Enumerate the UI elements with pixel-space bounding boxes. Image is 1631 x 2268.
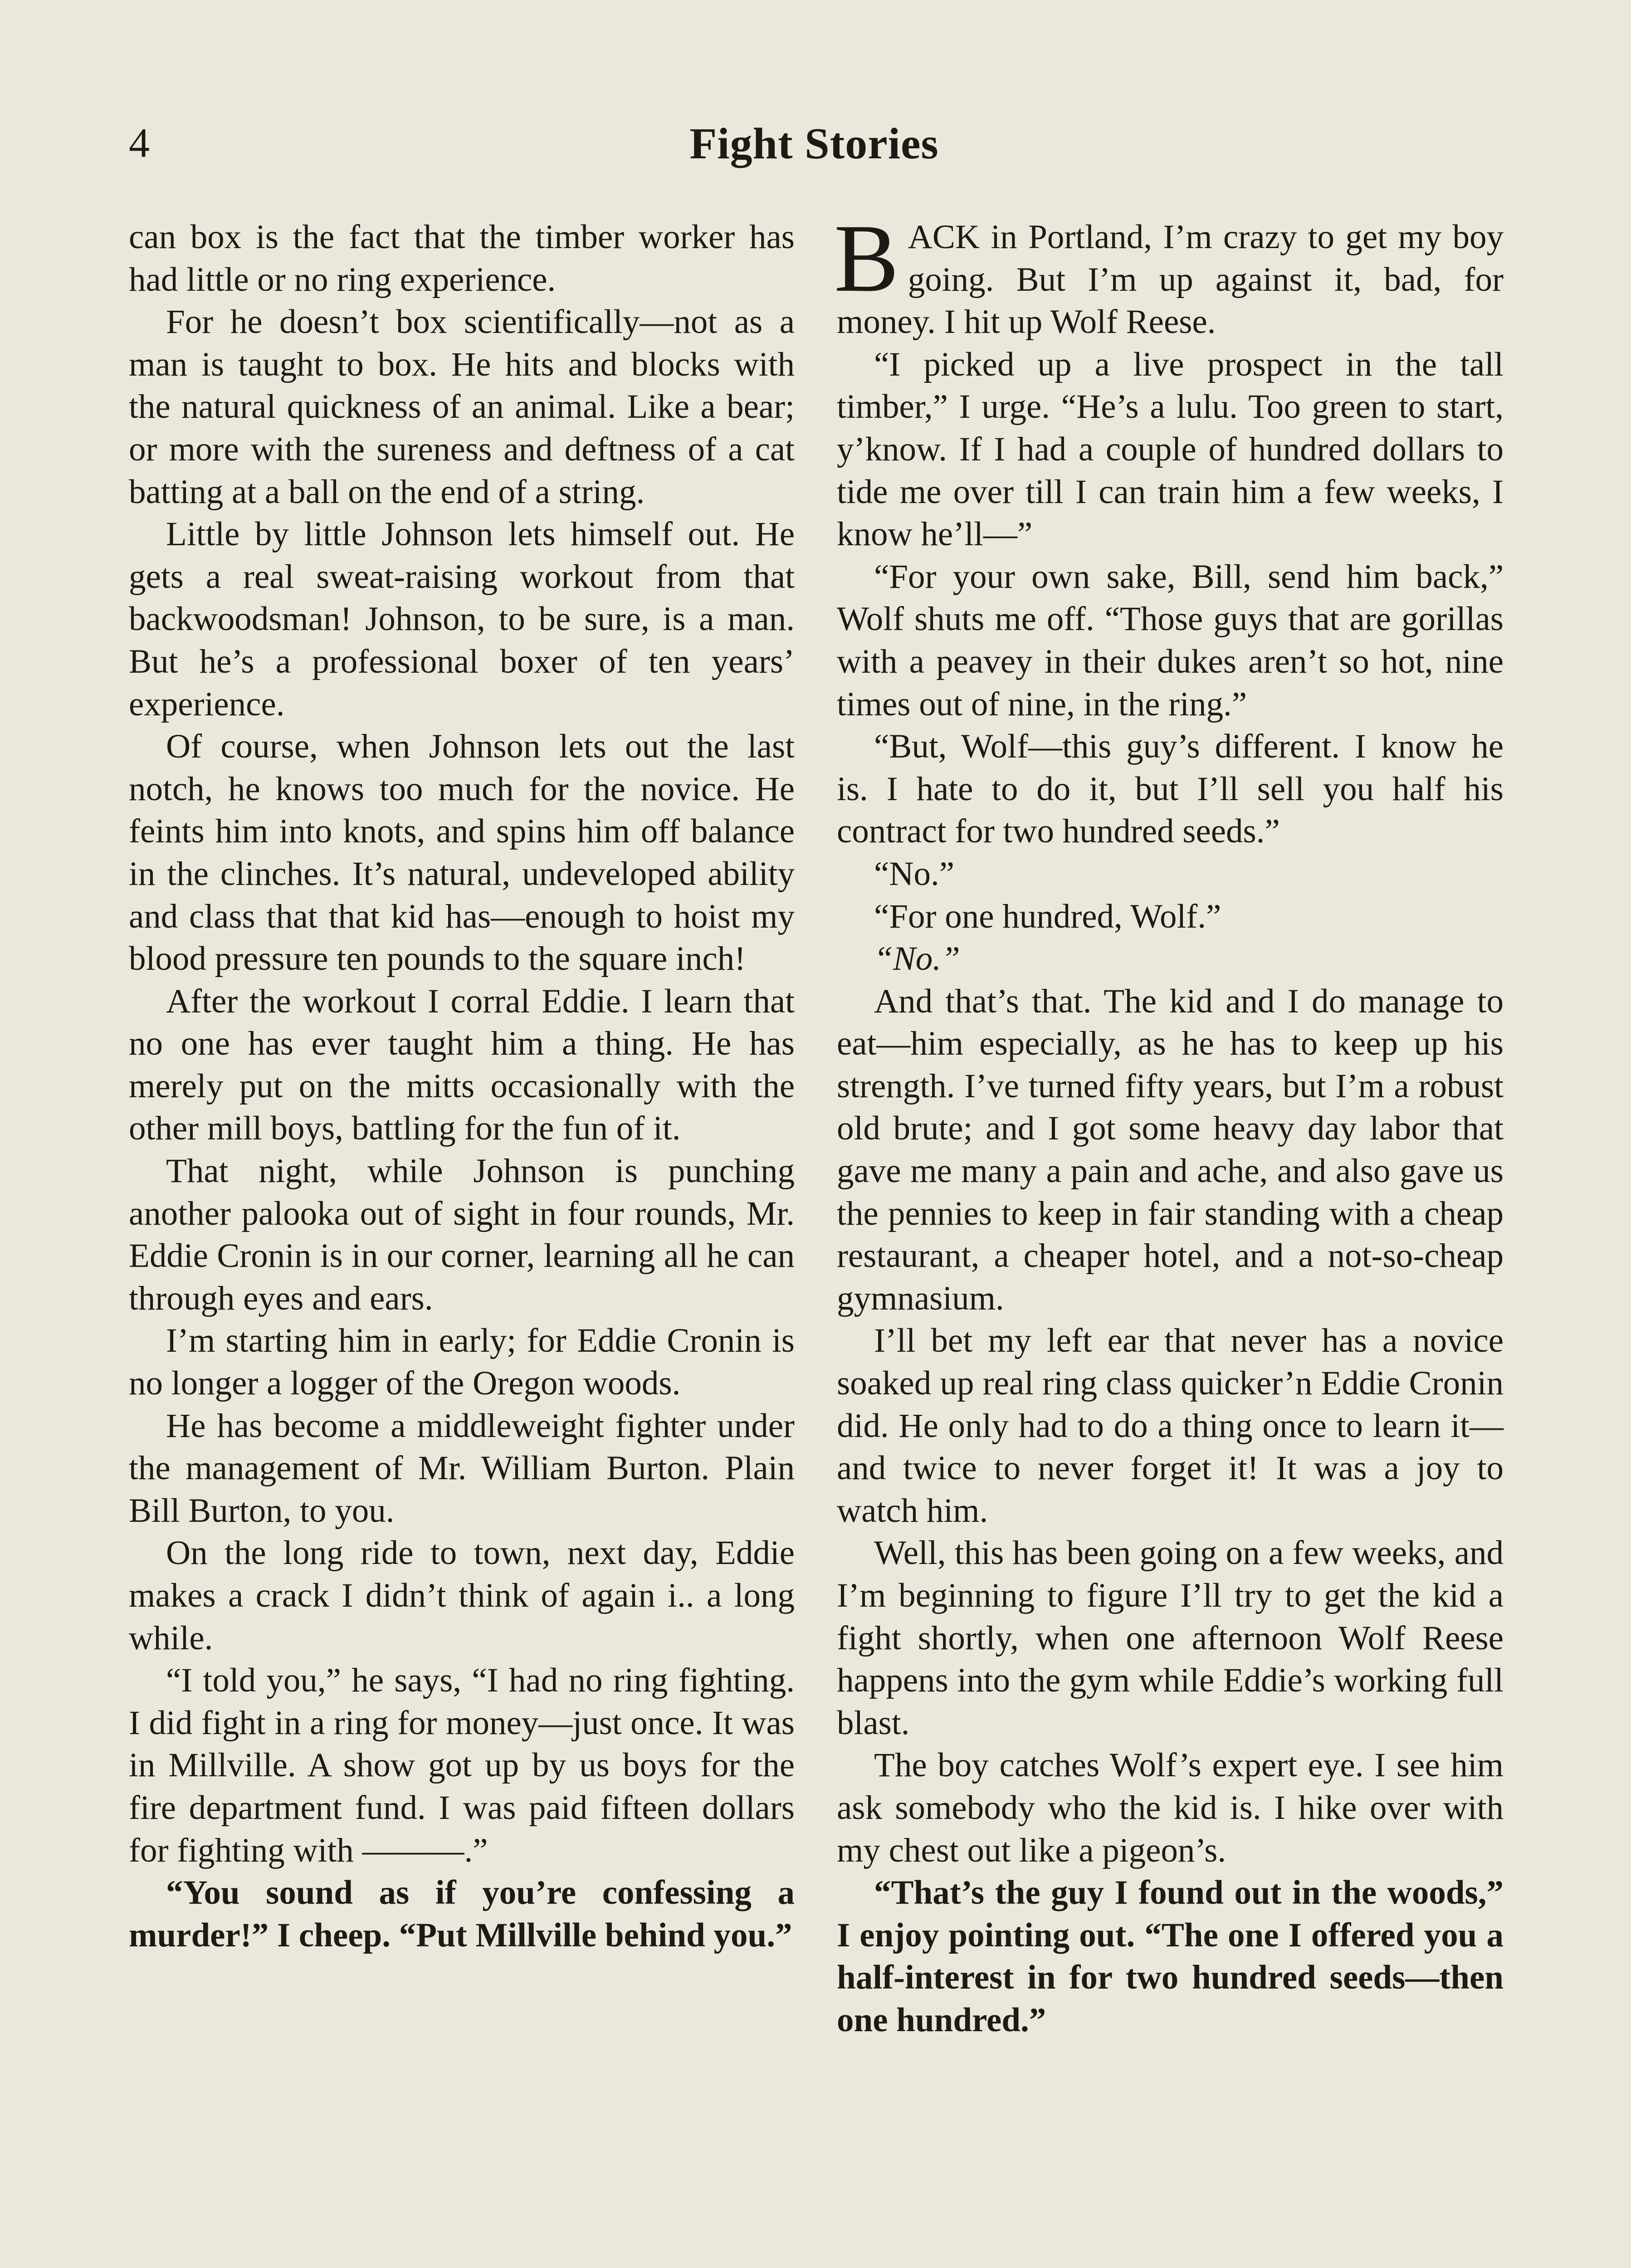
left-column [129, 216, 795, 1956]
paragraph: “No.” [874, 855, 954, 893]
paragraph: For he doesn’t box scientifically—not as a man is taught to box. He hits and blocks with the natural quickness of an animal. Like a bear; or more with the sureness and deftness of a cat batting at a ball on the end of a string. [129, 303, 795, 511]
opening-paragraph [834, 205, 1504, 343]
drop-cap: B [834, 205, 899, 312]
right-column [834, 205, 1504, 2042]
paragraph: “I picked up a live prospect in the tall timber,” I urge. “He’s a lulu. Too green to start, y’know. If I had a couple of hundred dollars to tide me over till I can train him a few weeks, I know he’ll—” [837, 345, 1504, 553]
paragraph: can box is the fact that the timber worker has had little or no ring experience. [129, 218, 795, 298]
paragraph: “That’s the guy I found out in the woods,” I enjoy pointing out. “The one I offered you a half-interest in for two hundred seeds—then one hundred.” [837, 1874, 1504, 2039]
paragraph: “You sound as if you’re confessing a murder!” I cheep. “Put Millville behind you.” [129, 1874, 795, 1954]
opening-text: ACK in Portland, I’m crazy to get my boy going. But I’m up against it, bad, for money. I hit up Wolf Reese. [837, 218, 1504, 341]
page-number: 4 [129, 120, 150, 166]
paragraph: He has become a middleweight fighter under the management of Mr. William Burton. Plain Bill Burton, to you. [129, 1407, 795, 1530]
page-header [127, 113, 1501, 177]
paragraph: After the workout I corral Eddie. I learn that no one has ever taught him a thing. He has merely put on the mitts occasionally with the other mill boys, battling for the fun of it. [129, 982, 795, 1148]
paragraph: The boy catches Wolf’s expert eye. I see him ask somebody who the kid is. I hike over with my chest out like a pigeon’s. [837, 1746, 1504, 1869]
paragraph: “For one hundred, Wolf.” [874, 897, 1221, 935]
paragraph: “No.” [874, 940, 960, 978]
paragraph: “But, Wolf—this guy’s different. I know he is. I hate to do it, but I’ll sell you half his contract for two hundred seeds.” [837, 728, 1504, 850]
paragraph: That night, while Johnson is punching another palooka out of sight in four rounds, Mr. Eddie Cronin is in our corner, learning all he can through eyes and ears. [129, 1152, 795, 1317]
running-title: Fight Stories [689, 119, 939, 168]
paragraph: I’m starting him in early; for Eddie Cronin is no longer a logger of the Oregon woods. [129, 1322, 795, 1403]
paragraph: I’ll bet my left ear that never has a novice soaked up real ring class quicker’n Eddie Cronin did. He only had to do a thing once to learn it—and twice to never forget it! It was a joy to watch him. [837, 1322, 1504, 1530]
paragraph: Well, this has been going on a few weeks, and I’m beginning to figure I’ll try to get the kid a fight shortly, when one afternoon Wolf Reese happens into the gym while Eddie’s working full blast. [837, 1534, 1504, 1742]
paragraph: “For your own sake, Bill, send him back,” Wolf shuts me off. “Those guys that are gorillas with a peavey in their dukes aren’t so hot, nine times out of nine, in the ring.” [837, 557, 1504, 723]
paragraph: Of course, when Johnson lets out the last notch, he knows too much for the novice. He feints him into knots, and spins him off balance in the clinches. It’s natural, undeveloped ability and class that that kid has—enough to hoist my blood pressure ten pounds to the square inch! [129, 728, 795, 978]
paragraph: And that’s that. The kid and I do manage to eat—him especially, as he has to keep up his strength. I’ve turned fifty years, but I’m a robust old brute; and I got some heavy day labor that gave me many a pain and ache, and also gave us the pennies to keep in fair standing with a cheap restaurant, a cheaper hotel, and a not-so-cheap gymnasium. [837, 982, 1504, 1317]
paragraph: On the long ride to town, next day, Eddie makes a crack I didn’t think of again i.. a long while. [129, 1534, 795, 1657]
paragraph: Little by little Johnson lets himself out. He gets a real sweat-raising workout from that backwoodsman! Johnson, to be sure, is a man. But he’s a professional boxer of ten years’ experience. [129, 515, 795, 723]
paragraph: “I told you,” he says, “I had no ring fighting. I did fight in a ring for money—just once. It was in Millville. A show got up by us boys for the fire department fund. I was paid fifteen dollars for fighting with ———.” [129, 1662, 795, 1869]
